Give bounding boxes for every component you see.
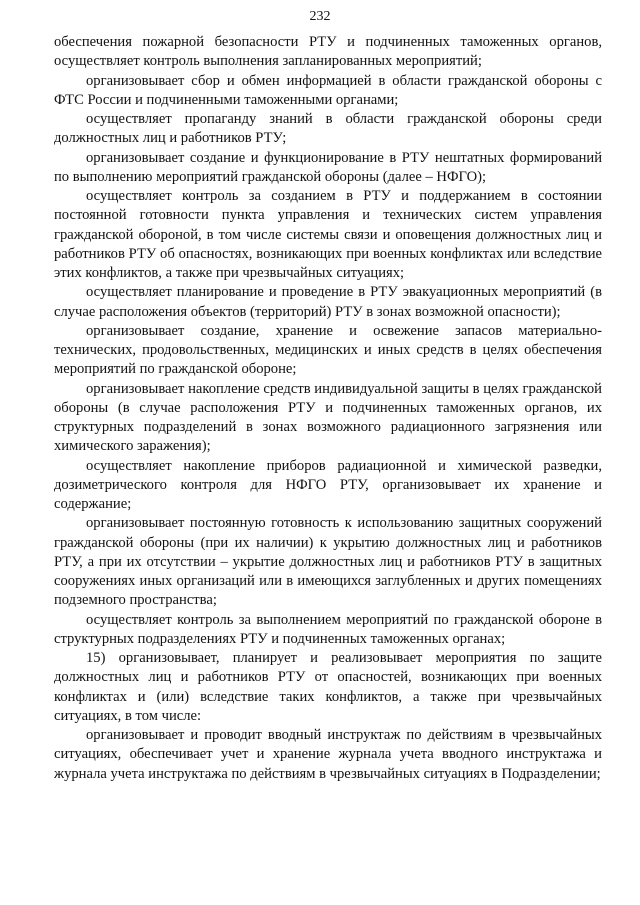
- paragraph-knowledge-promotion: осуществляет пропаганду знаний в области гражданской обороны среди должностных лиц и работников РТУ;: [54, 111, 602, 147]
- paragraph-evacuation-planning: осуществляет планирование и проведение в РТУ эвакуационных мероприятий (в случае расположения объектов (территорий) РТУ в зонах возможной опасности);: [54, 284, 602, 320]
- paragraph-information-exchange: организовывает сбор и обмен информацией в области гражданской обороны с ФТС России и подчиненными таможенными органами;: [54, 72, 602, 108]
- paragraph-item-15: 15) организовывает, планирует и реализовывает мероприятия по защите должностных лиц и работников РТУ от опасностей, возникающих при военных конфликтах и (или) вследствие таких конфликтов, а также при чрезвычайных ситуациях, в том числе:: [54, 650, 602, 724]
- paragraph-control-point-readiness: осуществляет контроль за созданием в РТУ и поддержанием в состоянии постоянной готовности пункта управления и технических систем управления гражданской обороной, в том числе системы связи и оповещения должностных лиц и работников РТУ об опасностях, возникающих при военных конфликтах или вследствие этих конфликтов, а также при чрезвычайных ситуациях;: [54, 188, 602, 281]
- page-number: 232: [309, 9, 331, 24]
- paragraph-nfgo-creation: организовывает создание и функционирование в РТУ нештатных формирований по выполнению мероприятий гражданской обороны (далее – НФГО);: [54, 149, 602, 185]
- paragraph-civil-defense-control: осуществляет контроль за выполнением мероприятий по гражданской обороне в структурных подразделениях РТУ и подчиненных таможенных органах;: [54, 611, 602, 647]
- paragraph-supply-reserves: организовывает создание, хранение и освежение запасов материально-технических, продовольственных, медицинских и иных средств в целях обеспечения мероприятий по гражданской обороне;: [54, 322, 602, 378]
- paragraph-reconnaissance-devices: осуществляет накопление приборов радиационной и химической разведки, дозиметрического контроля для НФГО РТУ, организовывает их хранение и содержание;: [54, 457, 602, 512]
- paragraph-introductory-briefing: организовывает и проводит вводный инструктаж по действиям в чрезвычайных ситуациях, обеспечивает учет и хранение журнала учета вводного инструктажа и журнала учета инструктажа по действиям в чрезвычайных ситуациях в Подразделении;: [54, 727, 602, 782]
- paragraph-fire-safety-continuation: обеспечения пожарной безопасности РТУ и подчиненных таможенных органов, осуществляет контроль выполнения запланированных мероприятий;: [54, 34, 602, 70]
- paragraph-protective-structures: организовывает постоянную готовность к использованию защитных сооружений гражданской обороны (при их наличии) к укрытию должностных лиц и работников РТУ, а при их отсутствии – укрытие должностных лиц и работников РТУ в защитных сооружениях иных организаций или в имеющихся заглубленных и других помещениях подземного пространства;: [54, 515, 602, 609]
- document-text: [54, 33, 602, 784]
- paragraph-personal-protection: организовывает накопление средств индивидуальной защиты в целях гражданской обороны (в случае расположения РТУ и подчиненных таможенных органов, их структурных подразделений в зонах возможного радиационного загрязнения или химического заражения);: [54, 380, 602, 455]
